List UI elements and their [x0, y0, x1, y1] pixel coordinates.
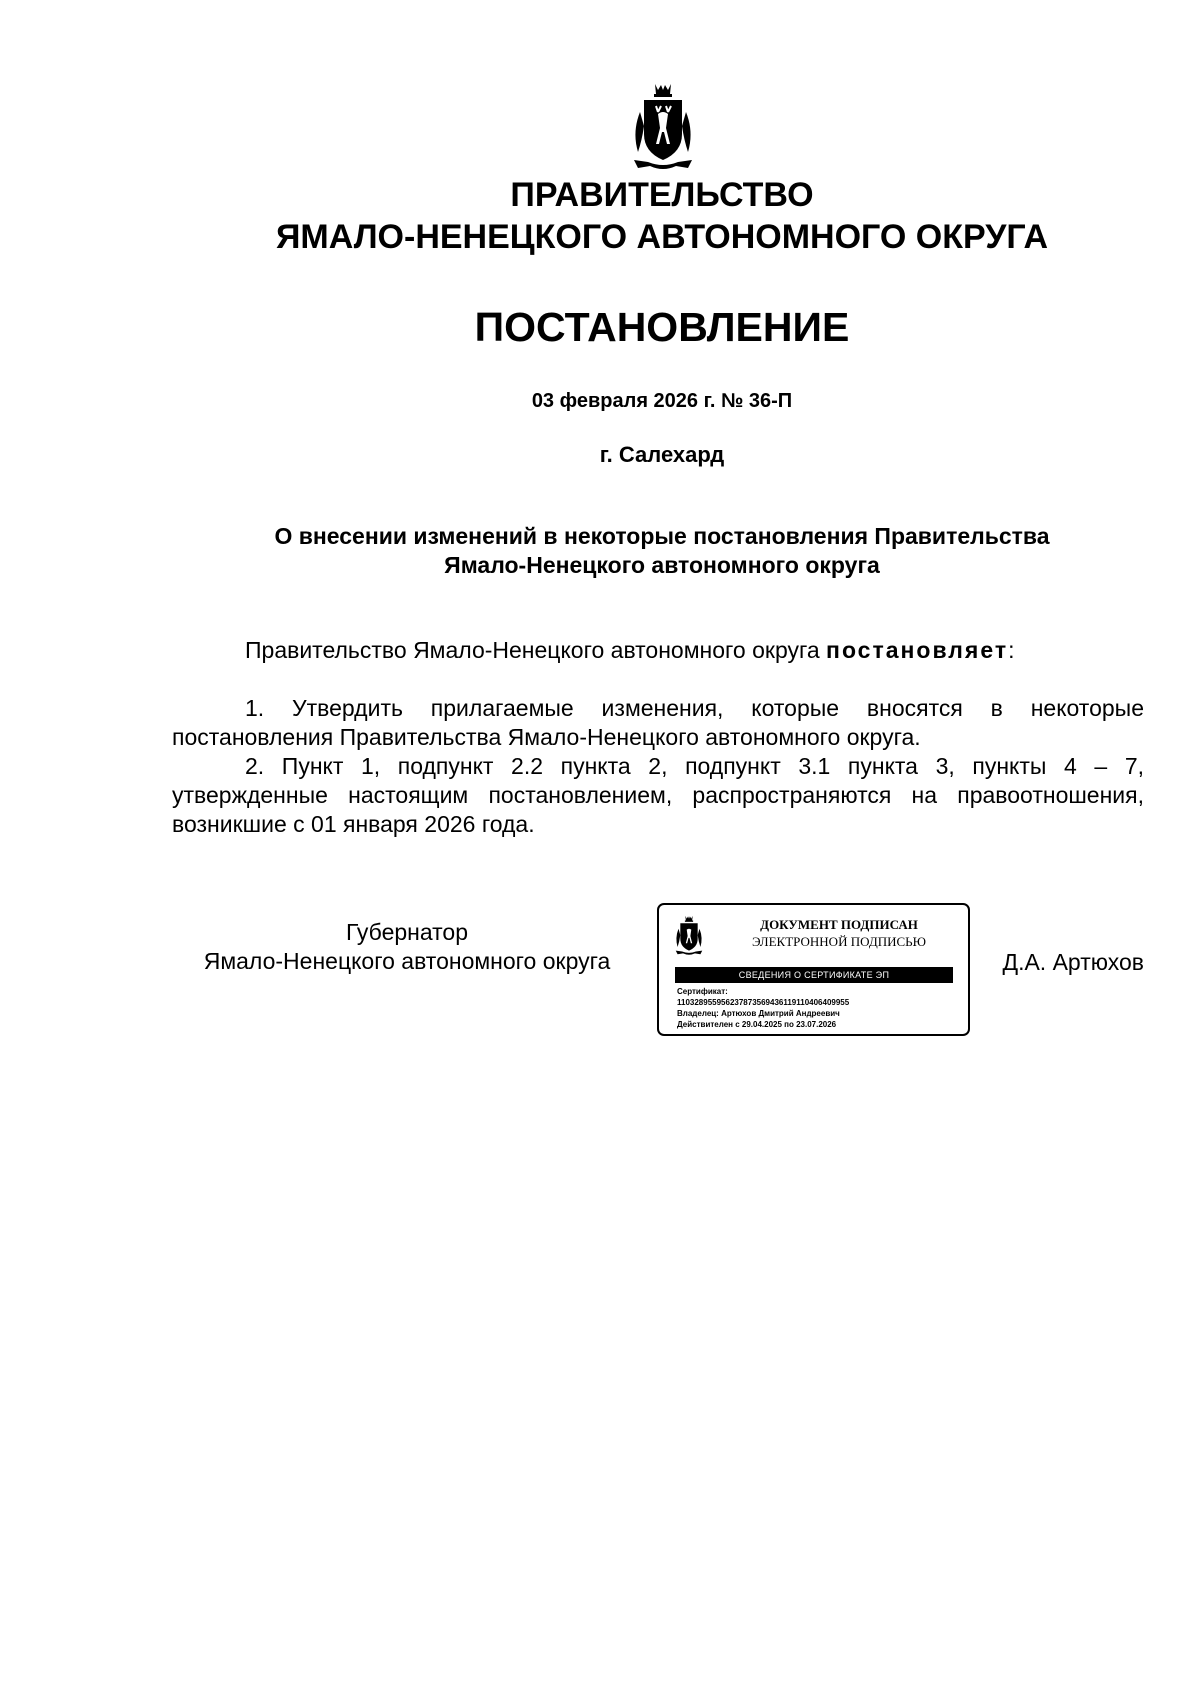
signatory-title-line-1: Губернатор — [345, 919, 469, 945]
certificate-label: Сертификат: — [677, 987, 728, 996]
document-type: ПОСТАНОВЛЕНИЕ — [474, 304, 850, 350]
city: г. Салехард — [599, 442, 725, 467]
signatory-title-line-2: Ямало-Ненецкого автономного округа — [203, 948, 611, 974]
stamp-heading-line-2: ЭЛЕКТРОННОЙ ПОДПИСЬЮ — [752, 934, 926, 949]
item-1: 1. Утвердить прилагаемые изменения, которые вносятся в некоторые постановления Правительства Ямало-Ненецкого автономного округа. — [172, 695, 1144, 750]
coat-of-arms-icon — [628, 82, 698, 174]
intro-text: Правительство Ямало-Ненецкого автономного округа — [245, 637, 827, 663]
certificate-validity: Действителен с 29.04.2025 по 23.07.2026 — [677, 1020, 837, 1029]
signatory-name: Д.А. Артюхов — [1002, 949, 1144, 975]
organization-line-1: ПРАВИТЕЛЬСТВО — [510, 176, 814, 214]
subject-line-2: Ямало-Ненецкого автономного округа — [444, 552, 880, 578]
stamp-emblem-icon — [673, 915, 705, 957]
intro-paragraph — [172, 636, 1144, 665]
organization-name — [0, 174, 1200, 258]
stamp-heading-line-1: ДОКУМЕНТ ПОДПИСАН — [760, 917, 918, 932]
intro-verb: постановляет — [826, 637, 1009, 663]
certificate-owner: Владелец: Артюхов Дмитрий Андреевич — [677, 1009, 840, 1018]
certificate-info-bar: СВЕДЕНИЯ О СЕРТИФИКАТЕ ЭП — [675, 967, 953, 983]
electronic-signature-stamp — [657, 903, 970, 1036]
certificate-details — [677, 986, 961, 1030]
date-and-number: 03 февраля 2026 г. № 36-П — [531, 390, 793, 412]
certificate-number: 110328955956237873569436119110406409955 — [677, 998, 850, 1007]
item-2: 2. Пункт 1, подпункт 2.2 пункта 2, подпункт 3.1 пункта 3, пункты 4 – 7, утвержденные настоящим постановлением, распространяются на правоотношения, возникшие с 01 января 2026 года. — [172, 753, 1144, 837]
stamp-heading — [721, 916, 957, 950]
intro-end: : — [1008, 637, 1015, 663]
subject-line-1: О внесении изменений в некоторые постановления Правительства — [274, 523, 1050, 549]
signatory-title — [172, 918, 642, 976]
document-subject — [0, 522, 1200, 580]
body-items — [172, 694, 1144, 839]
organization-line-2: ЯМАЛО-НЕНЕЦКОГО АВТОНОМНОГО ОКРУГА — [275, 218, 1049, 256]
